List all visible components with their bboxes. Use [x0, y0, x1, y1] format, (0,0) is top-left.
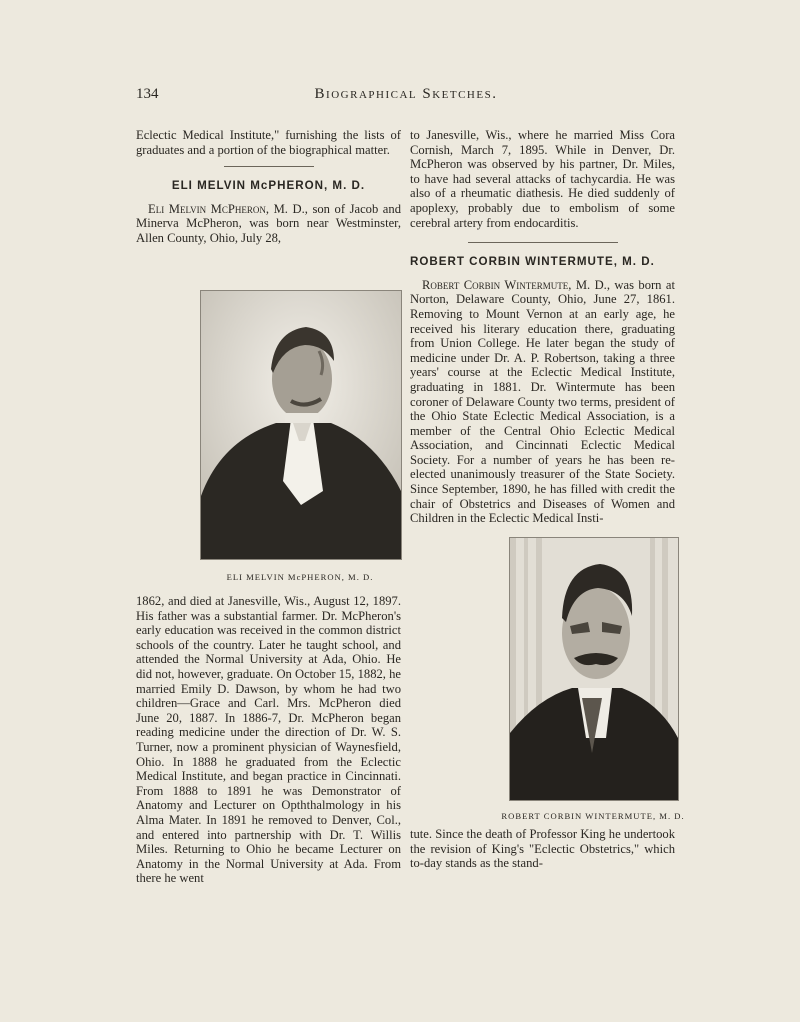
wintermute-opening-paragraph: [410, 278, 675, 526]
wintermute-biography-continued: tute. Since the death of Professor King he undertook the revision of King's "Eclectic Obstetrics," which to-day stands as the stand-: [410, 827, 675, 871]
mcpheron-opening-text: , M. D., son of Jacob and Minerva McPheron, was born near Westminster, Allen County, Ohio, July 28,: [136, 201, 401, 245]
intro-paragraph: Eclectic Medical Institute," furnishing the lists of graduates and a portion of the biographical matter.: [136, 128, 401, 157]
portrait-wintermute-image: [510, 538, 678, 800]
left-column-upper: [136, 128, 401, 246]
right-column-upper: [410, 128, 675, 526]
section-heading-wintermute: ROBERT CORBIN WINTERMUTE, M. D.: [410, 255, 655, 269]
section-divider: [224, 166, 314, 167]
left-column-lower: [136, 594, 401, 886]
running-title: Biographical Sketches.: [314, 86, 498, 102]
mcpheron-name-lead: Eli Melvin McPheron: [148, 201, 266, 216]
mcpheron-biography-end: to Janesville, Wis., where he married Miss Cora Cornish, March 7, 1895. While in Denver, Dr. McPheron was observed by his partner, Dr. Miles, to have had several attacks of tachycardia. He was also of a rheumatic diathesis. He died suddenly of apoplexy, probably due to embolism of some cerebral artery from endocarditis.: [410, 128, 675, 230]
mcpheron-opening-paragraph: [136, 202, 401, 246]
right-column-lower: [410, 827, 675, 871]
section-heading-mcpheron: ELI MELVIN McPHERON, M. D.: [171, 179, 366, 193]
mcpheron-biography-continued: 1862, and died at Janesville, Wis., August 12, 1897. His father was a substantial farmer. Dr. McPheron's early education was received in the common district schools of the country. Later he taught school, and attended the Normal University at Ada, Ohio. He did not, however, graduate. On October 15, 1882, he married Emily D. Dawson, by whom he had two children—Grace and Carl. Mrs. McPheron died June 20, 1887. In 1886-7, Dr. McPheron began reading medicine under the direction of Dr. W. S. Turner, now a prominent physician of Waynesfield, Ohio. In 1888 he graduated from the Eclectic Medical Institute, and began practice in Cincinnati. From 1888 to 1891 he was Demonstrator of Anatomy and Lecturer on Opththalmology in his Alma Mater. In 1891 he removed to Denver, Col., and entered into partnership with Dr. T. Willis Miles. Returning to Ohio he became Lecturer on Anatomy in the Normal University at Ada. From there he went: [136, 594, 401, 886]
wintermute-name-lead: Robert Corbin Wintermute: [422, 277, 569, 292]
wintermute-opening-text: , M. D., was born at Norton, Delaware County, Ohio, June 27, 1861. Removing to Mount Vernon at an early age, he received his literary education there, graduating from Union College. He later began the study of medicine under Dr. A. P. Robertson, taking a three years' course at the Eclectic Medical Institute, graduating in 1881. Dr. Wintermute has been coroner of Delaware County two terms, president of the Ohio State Eclectic Medical Association, is a member of the Central Ohio Eclectic Medical Association, and Cincinnati Eclectic Medical Society. For a number of years he has been re-elected unanimously treasurer of the State Society. Since September, 1890, he has filled with credit the chair of Obstetrics and Diseases of Women and Children in the Eclectic Medical Insti-: [410, 277, 675, 526]
running-head: [136, 86, 676, 110]
portrait-mcpheron-image: [201, 291, 401, 559]
section-divider: [468, 242, 618, 243]
portrait-mcpheron: [200, 290, 402, 560]
portrait-wintermute-caption: ROBERT CORBIN WINTERMUTE, M. D.: [501, 811, 685, 821]
page-number: 134: [136, 86, 159, 102]
portrait-wintermute: [509, 537, 679, 801]
portrait-mcpheron-caption: ELI MELVIN McPHERON, M. D.: [226, 572, 374, 582]
